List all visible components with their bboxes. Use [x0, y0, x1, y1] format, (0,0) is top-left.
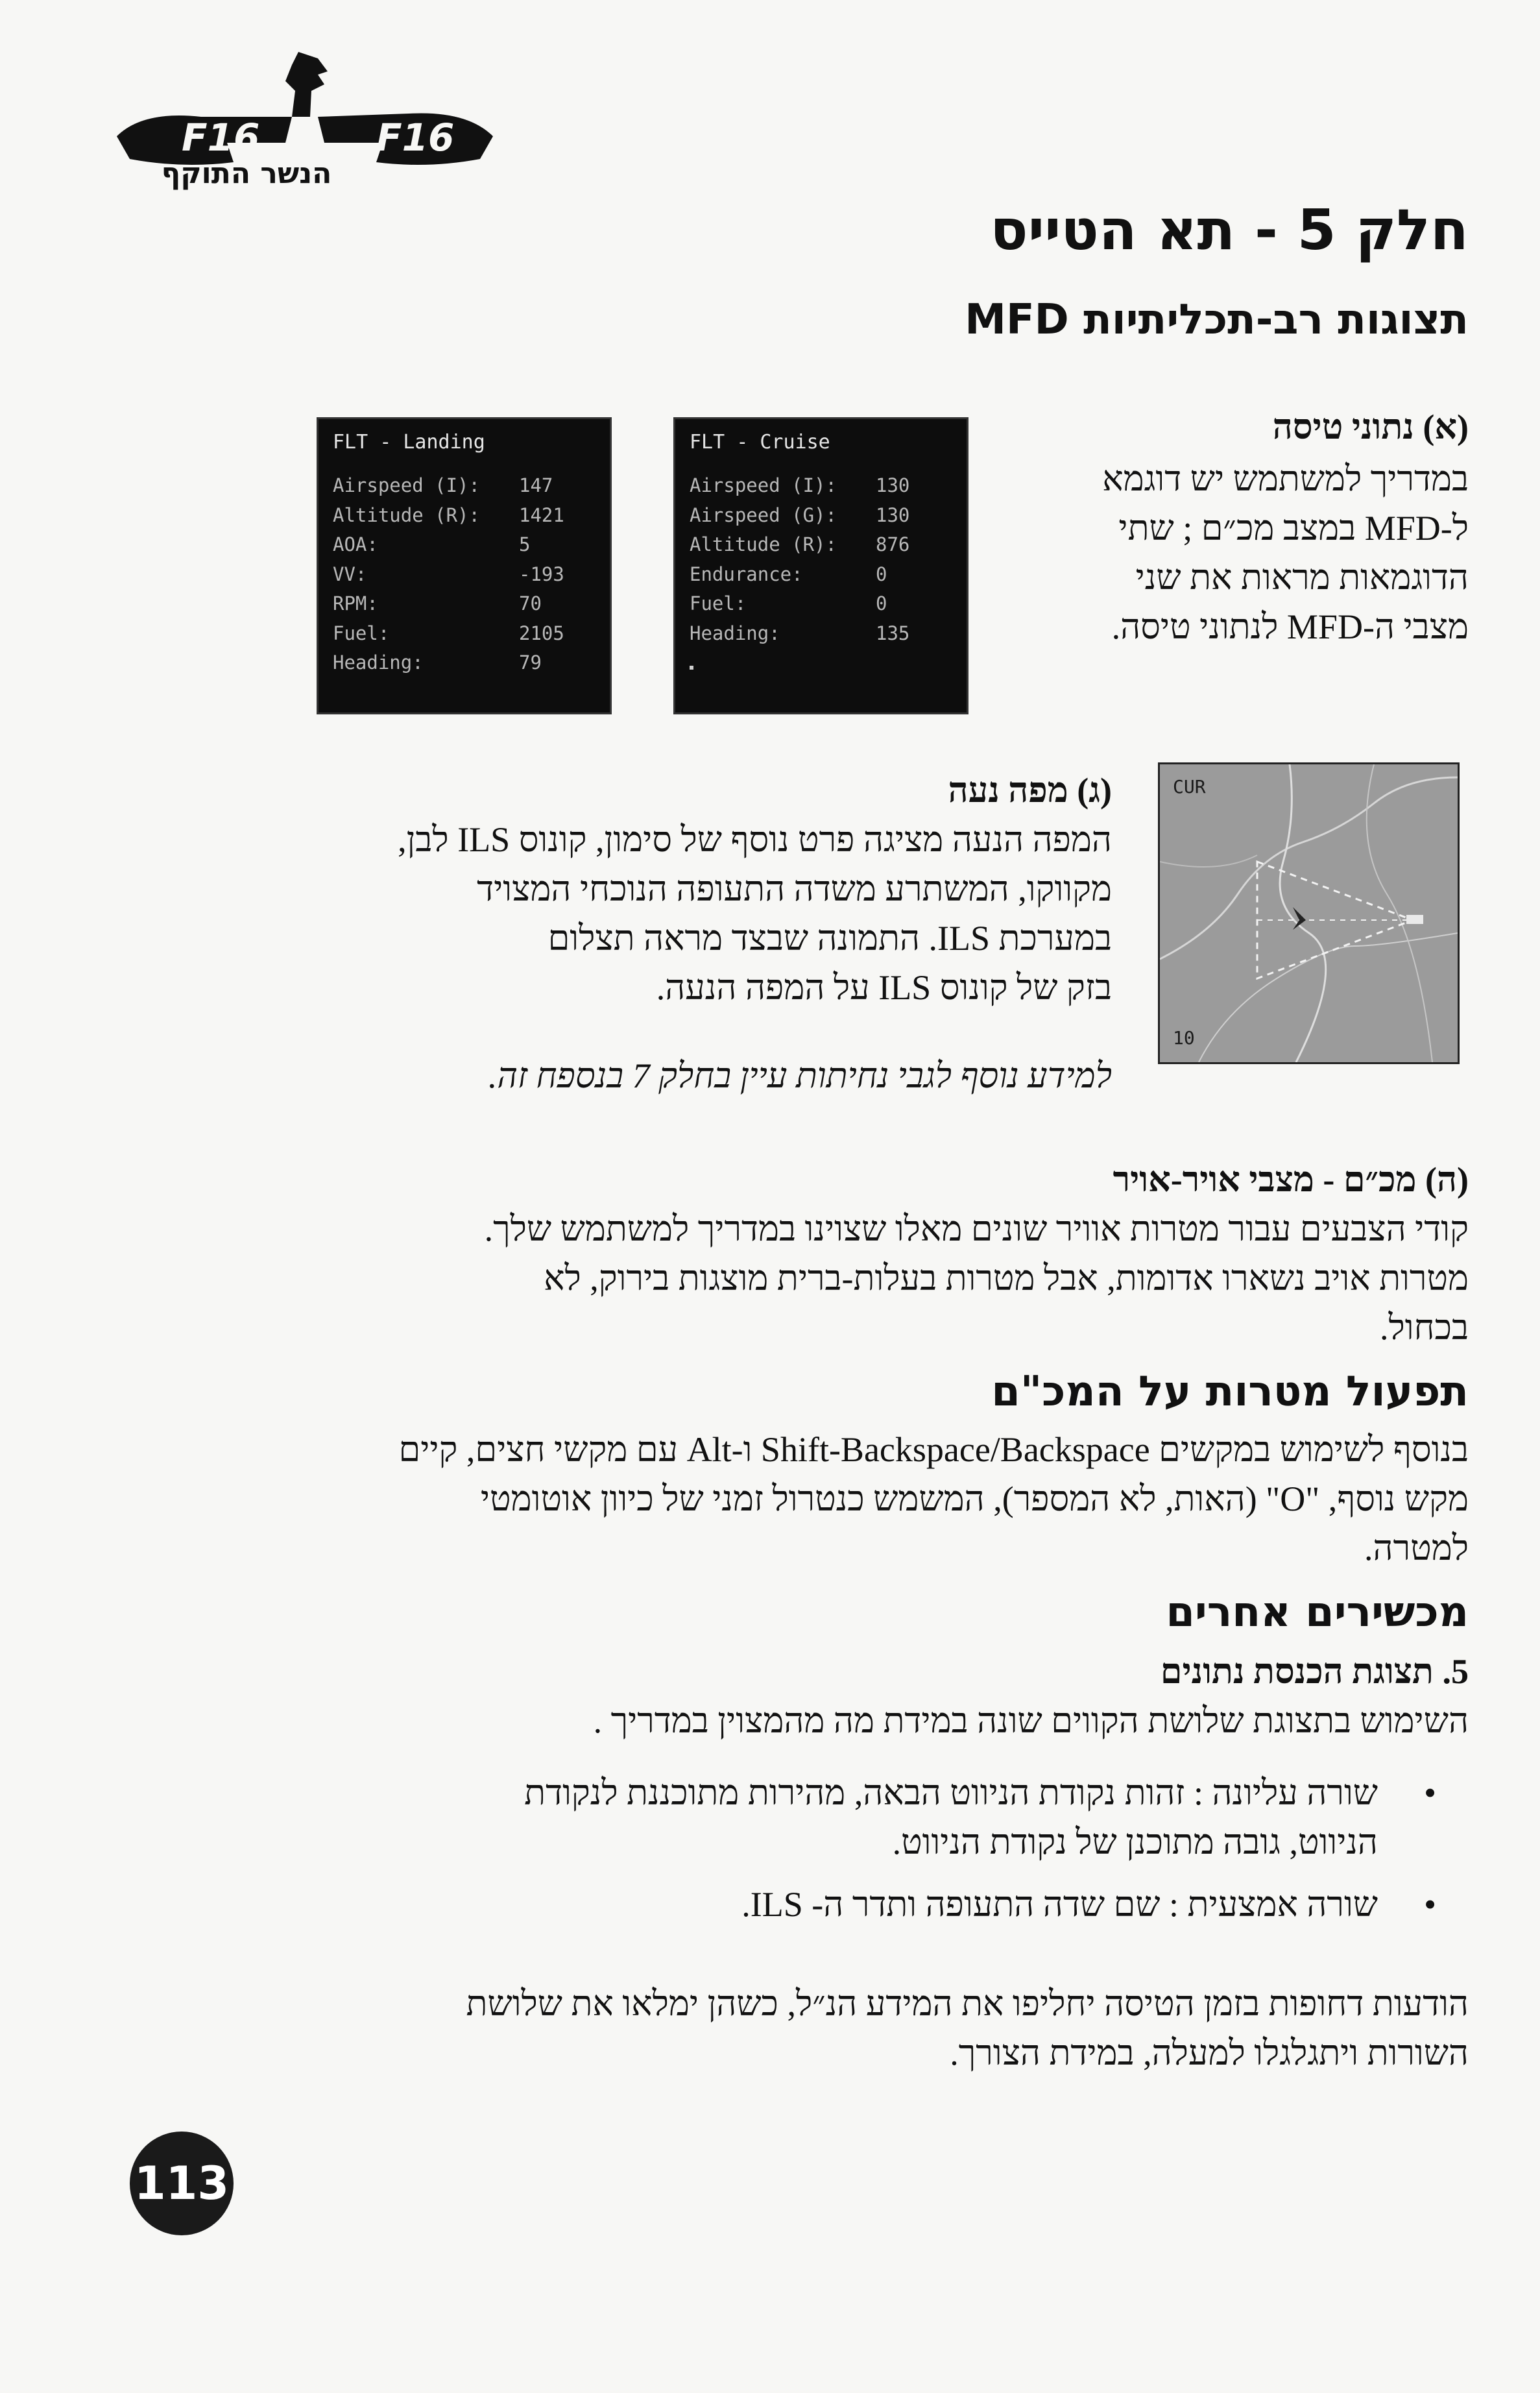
cursor-mark [690, 666, 693, 670]
moving-map-text: המפה הנעה מציגה פרט נוסף של סימון, קונוס ILS לבן, מקווקו, המשתרע משדה התעופה הנוכחי המצויד במערכת ILS. התמונה שבצד מראה תצלום בזק של קונוס ILS על המפה הנעה. [398, 820, 1112, 1007]
data-entry-subheading: 5. תצוגת הכנסת נתונים [1160, 1652, 1469, 1691]
mfd-row: Fuel: 0 [690, 592, 887, 614]
map-label-bottom: 10 [1173, 1027, 1195, 1049]
mfd-row: Airspeed (I): 147 [333, 474, 553, 496]
data-entry-intro: השימוש בתצוגת שלושת הקווים שונה במידת מה מהמצוין במדריך . [593, 1701, 1469, 1740]
closing-paragraph: הודעות דחופות בזמן הטיסה יחליפו את המידע הנ״ל, כשהן ימלאו את שלושת השורות ויתגלגלו למעלה, במידת הצורך. [466, 1984, 1469, 2072]
radar-targets-text: בנוסף לשימוש במקשים Shift-Backspace/Backspace ו-Alt עם מקשי חצים, קיים מקש נוסף, "O" (האות, לא המספר), המשמש כנטרול זמני של כיוון אוטומטי למטרה. [398, 1430, 1469, 1568]
radar-heading: (ה) מכ״ם - מצבי אויר-אויר [1113, 1160, 1469, 1199]
mfd-row: Fuel: 2105 [333, 622, 564, 644]
mfd-row: Heading: 79 [333, 651, 542, 674]
mfd-row: Altitude (R): 1421 [333, 504, 564, 526]
mfd-landing-screen [317, 417, 612, 714]
mfd-row: Heading: 135 [690, 622, 910, 644]
moving-map-image [1158, 762, 1460, 1064]
ils-cone-map-icon [1160, 764, 1458, 1062]
section-title-mfd: תצוגות רב-תכליתיות MFD [965, 296, 1469, 344]
mfd-row: VV: -193 [333, 563, 564, 585]
list-item: • שורה אמצעית : שם שדה התעופה ותדר ה- ILS. [178, 1880, 1378, 1929]
landing-note: למידע נוסף לגבי נחיתות עיין בחלק 7 בנספח זה. [488, 1056, 1112, 1095]
map-label-top: CUR [1173, 776, 1206, 797]
mfd-row: Endurance: 0 [690, 563, 887, 585]
flight-data-text: במדריך למשתמש יש דוגמא ל-MFD במצב מכ״ם ; שתי הדוגמאות מראות את שני מצבי ה-MFD לנתוני טיסה. [1102, 459, 1469, 646]
svg-text:F16: F16 [376, 115, 455, 160]
mfd-cruise-screen [673, 417, 969, 714]
logo-tagline: הנשר התוקף [161, 157, 332, 190]
mfd-cruise-rows [690, 471, 954, 648]
bullet-icon: • [1424, 1885, 1436, 1924]
mfd-row: AOA: 5 [333, 533, 531, 555]
mfd-landing-rows [333, 471, 597, 678]
mfd-row: Airspeed (I): 130 [690, 474, 910, 496]
page-title: חלק 5 - תא הטייס [990, 198, 1469, 263]
flight-data-heading: (א) נתוני טיסה [1272, 407, 1469, 446]
section-title-radar-targets: תפעול מטרות על המכ"ם [991, 1368, 1469, 1416]
bullet-icon: • [1424, 1773, 1436, 1812]
mfd-row: RPM: 70 [333, 592, 542, 614]
radar-text: קודי הצבעים עבור מטרות אוויר שונים מאלו שצוינו במדריך למשתמש שלך. מטרות אויב נשארו אדומות, אבל מטרות בעלות-ברית מוצגות בירוק, לא בכחול. [484, 1209, 1469, 1347]
moving-map-heading: (ג) מפה נעה [948, 771, 1112, 810]
f16-logo [104, 45, 506, 195]
section-title-other-instruments: מכשירים אחרים [1166, 1588, 1469, 1636]
mfd-landing-title: FLT - Landing [333, 431, 485, 454]
list-item: • שורה עליונה : זהות נקודת הניווט הבאה, מהירות מתוכננת לנקודת הניווט, גובה מתוכנן של נקודת הניווט. [178, 1768, 1378, 1867]
page-number: 113 [130, 2132, 234, 2235]
mfd-row: Altitude (R): 876 [690, 533, 910, 555]
data-entry-bullets [178, 1768, 1436, 1929]
mfd-cruise-title: FLT - Cruise [690, 431, 830, 454]
mfd-row: Airspeed (G): 130 [690, 504, 910, 526]
svg-text:F16: F16 [182, 115, 260, 160]
